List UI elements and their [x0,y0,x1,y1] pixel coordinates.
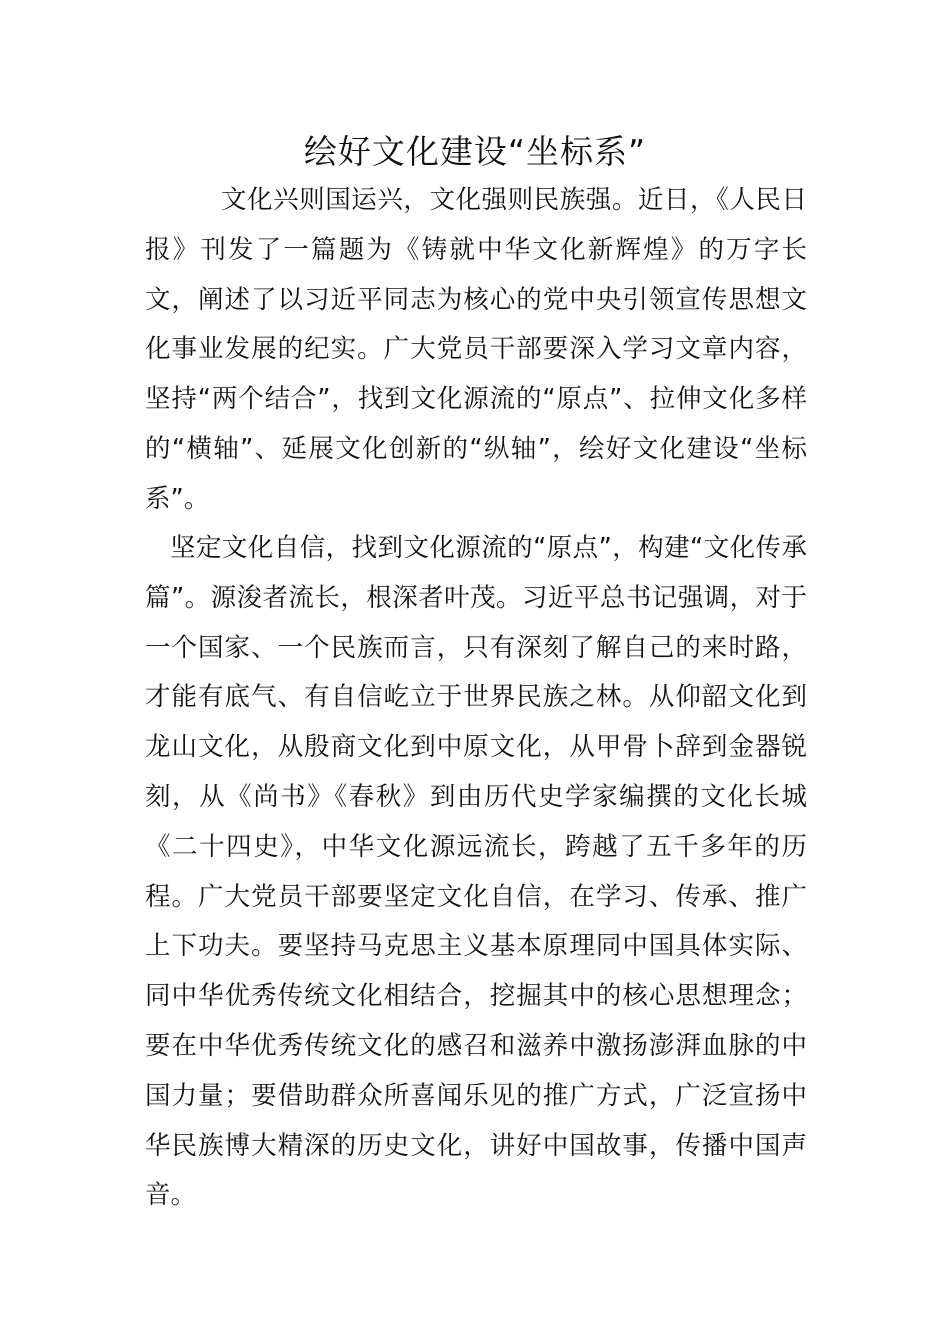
paragraph-cultural-confidence: 坚定文化自信，找到文化源流的“原点”，构建“文化传承篇”。源浚者流长，根深者叶茂。习近平总书记强调，对于一个国家、一个民族而言，只有深刻了解自己的来时路，才能有底气、有自信屹立于世界民族之林。从仰韶文化到龙山文化，从殷商文化到中原文化，从甲骨卜辞到金器锐刻，从《尚书》《春秋》到由历代史学家编撰的文化长城《二十四史》，中华文化源远流长，跨越了五千多年的历程。广大党员干部要坚定文化自信，在学习、传承、推广上下功夫。要坚持马克思主义基本原理同中国具体实际、同中华优秀传统文化相结合，挖掘其中的核心思想理念；要在中华优秀传统文化的感召和滋养中激扬澎湃血脉的中国力量；要借助群众所喜闻乐见的推广方式，广泛宣扬中华民族博大精深的历史文化，讲好中国故事，传播中国声音。 [145,533,807,1211]
paragraph-intro: 文化兴则国运兴，文化强则民族强。近日，《人民日报》刊发了一篇题为《铸就中华文化新辉煌》的万字长文，阐述了以习近平同志为核心的党中央引领宣传思想文化事业发展的纪实。广大党员干部要深入学习文章内容，坚持“两个结合”，找到文化源流的“原点”、拉伸文化多样的“横轴”、延展文化创新的“纵轴”，绘好文化建设“坐标系”。 [145,185,807,514]
document-title: 绘好文化建设“坐标系” [303,132,647,171]
